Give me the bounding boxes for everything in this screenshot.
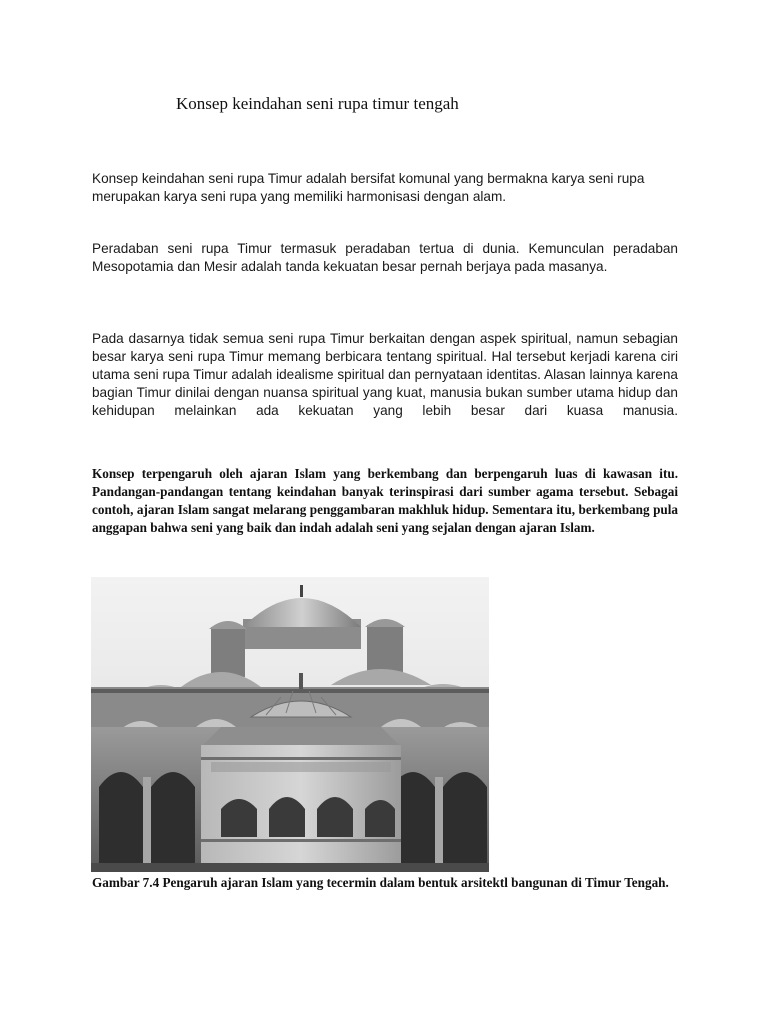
paragraph-1: Konsep keindahan seni rupa Timur adalah bersifat komunal yang bermakna karya seni rupa merupakan karya seni rupa yang memiliki harmonisasi dengan alam. — [92, 171, 645, 204]
mosque-photo — [91, 577, 489, 872]
paragraph-3: Pada dasarnya tidak semua seni rupa Timur berkaitan dengan aspek spiritual, namun sebagian besar karya seni rupa Timur memang berbicara tentang spiritual. Hal tersebut kerjadi karena ciri utama seni rupa Timur adalah idealisme spiritual dan pernyataan identitas. Alasan lainnya karena bagian Timur dinilai dengan nuansa spiritual yang kuat, manusia bukan sumber utama hidup dan kehidupan melainkan ada kekuatan yang lebih besar dari kuasa manusia. — [92, 331, 678, 418]
paragraph-4-bold: Konsep terpengaruh oleh ajaran Islam yang berkembang dan berpengaruh luas di kawasan itu. Pandangan-pandangan tentang keindahan banyak terinspirasi dari sumber agama tersebut. Sebagai contoh, ajaran Islam sangat melarang penggambaran makhluk hidup. Sementara itu, berkembang pula anggapan bahwa seni yang baik dan indah adalah seni yang sejalan dengan ajaran Islam. — [92, 466, 678, 535]
paragraph-2: Peradaban seni rupa Timur termasuk peradaban tertua di dunia. Kemunculan peradaban Mesopotamia dan Mesir adalah tanda kekuatan besar pernah berjaya pada masanya. — [92, 241, 678, 274]
figure-caption: Gambar 7.4 Pengaruh ajaran Islam yang tecermin dalam bentuk arsitektl bangunan di Timur Tengah. — [92, 875, 669, 890]
page-title: Konsep keindahan seni rupa timur tengah — [176, 94, 459, 113]
